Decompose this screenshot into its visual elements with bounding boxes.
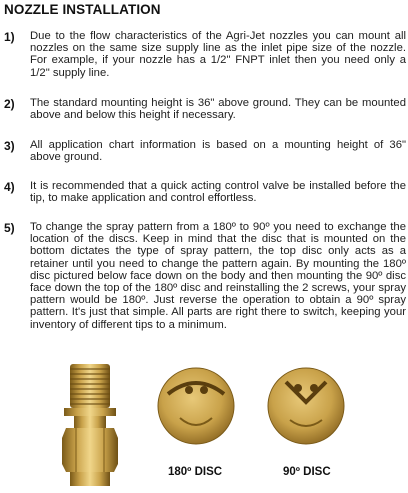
nozzle-body bbox=[62, 364, 118, 486]
page-title: NOZZLE INSTALLATION bbox=[4, 2, 161, 17]
disc-180-label: 180º DISC bbox=[168, 466, 223, 478]
nozzle-figure bbox=[0, 360, 408, 488]
item-text: All application chart information is based on a mounting height of 36" above ground. bbox=[30, 139, 406, 164]
item-number: 4) bbox=[4, 180, 15, 194]
item-number: 3) bbox=[4, 139, 15, 153]
disc-90-label: 90º DISC bbox=[283, 466, 331, 478]
disc-90-image bbox=[268, 368, 344, 444]
item-number: 5) bbox=[4, 221, 15, 235]
item-number: 1) bbox=[4, 30, 15, 44]
item-number: 2) bbox=[4, 97, 15, 111]
disc-180-image bbox=[158, 368, 234, 444]
item-text: It is recommended that a quick acting control valve be installed before the tip, to make application and control effortless. bbox=[30, 180, 406, 205]
item-text: To change the spray pattern from a 180º to 90º you need to exchange the location of the discs. Keep in mind that the disc that is mounted on the bottom dictates the type of spray pattern, the top disc only acts as a retainer until you need to change the pattern again. By mounting the 180º disc pictured below face down on the body and then mounting the 90º disc face down the top of the 180º disc and reinstalling the 2 screws, your spray pattern would be 180º. Just reverse the operation to obtain a 90º spray pattern. It's just that simple. All parts are right there to switch, keeping your inventory of different tips to a minimum. bbox=[30, 221, 406, 331]
item-text: Due to the flow characteristics of the Agri-Jet nozzles you can mount all nozzles on the same size supply line as the inlet pipe size of the nozzle. For example, if your nozzle has a 1/2" FNPT inlet then you need only a 1/2" supply line. bbox=[30, 30, 406, 79]
item-text: The standard mounting height is 36" above ground. They can be mounted above and below this height if necessary. bbox=[30, 97, 406, 122]
